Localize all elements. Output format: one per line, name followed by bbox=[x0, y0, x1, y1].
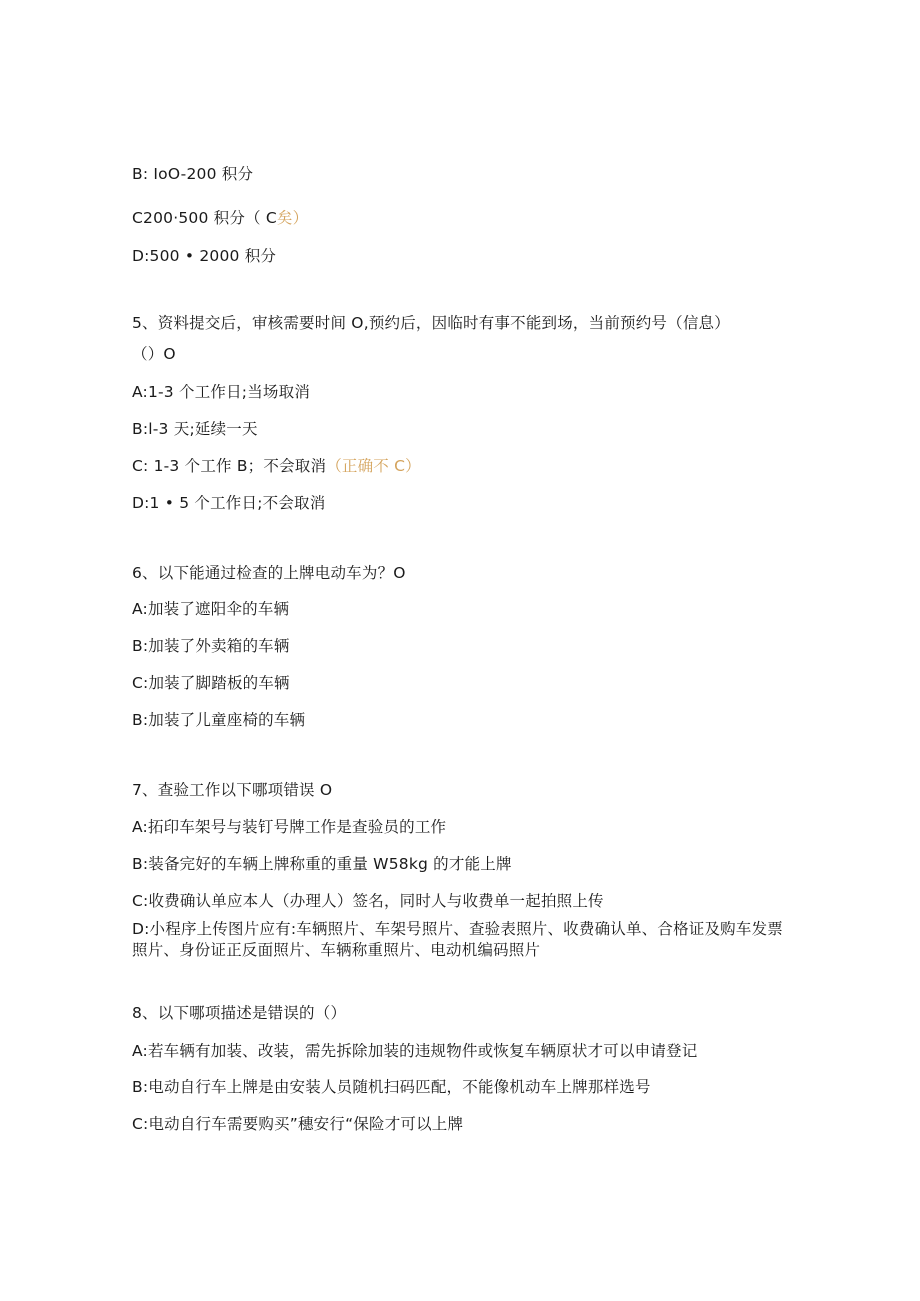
q6-option-d: B:加装了儿童座椅的车辆 bbox=[132, 711, 306, 729]
q5-option-c-note: （正确不 C） bbox=[326, 457, 421, 475]
q7-option-d: D:小程序上传图片应有:车辆照片、车架号照片、查验表照片、收费确认单、合格证及购车发票照片、身份证正反面照片、车辆称重照片、电动机编码照片 bbox=[132, 920, 783, 959]
q5-question: 5、资料提交后，审核需要时间 O,预约后，因临时有事不能到场，当前预约号（信息） bbox=[132, 314, 730, 332]
q4-option-d: D:500 • 2000 积分 bbox=[132, 247, 277, 265]
q5-option-c-text: C: 1-3 个工作 B；不会取消 bbox=[132, 457, 327, 475]
q8-question: 8、以下哪项描述是错误的（） bbox=[132, 1004, 347, 1022]
q6-option-a: A:加装了遮阳伞的车辆 bbox=[132, 600, 290, 618]
q4-option-b: B: IoO-200 积分 bbox=[132, 165, 254, 183]
q5-option-b: B:l-3 天;延续一天 bbox=[132, 420, 258, 438]
q4-option-c-note: 矣） bbox=[276, 209, 309, 227]
q5-question-cont: （）O bbox=[132, 345, 176, 363]
q7-question: 7、查验工作以下哪项错误 O bbox=[132, 781, 333, 799]
q7-option-c: C:收费确认单应本人（办理人）签名，同时人与收费单一起拍照上传 bbox=[132, 892, 604, 910]
q8-option-a: A:若车辆有加装、改装，需先拆除加装的违规物件或恢复车辆原状才可以申请登记 bbox=[132, 1042, 698, 1060]
q6-option-c: C:加装了脚踏板的车辆 bbox=[132, 674, 290, 692]
q8-option-b: B:电动自行车上牌是由安装人员随机扫码匹配，不能像机动车上牌那样选号 bbox=[132, 1078, 651, 1096]
q7-option-b: B:装备完好的车辆上牌称重的重量 W58kg 的才能上牌 bbox=[132, 855, 512, 873]
q6-question: 6、以下能通过检查的上牌电动车为？O bbox=[132, 564, 406, 582]
q5-option-c bbox=[132, 456, 421, 476]
q8-option-c: C:电动自行车需要购买”穗安行“保险才可以上牌 bbox=[132, 1115, 464, 1133]
q5-option-a: A:1-3 个工作日;当场取消 bbox=[132, 383, 311, 401]
q4-option-c bbox=[132, 208, 308, 228]
q5-option-d: D:1 • 5 个工作日;不会取消 bbox=[132, 494, 326, 512]
q4-option-c-text: C200·500 积分（ C bbox=[132, 209, 277, 227]
q7-option-a: A:拓印车架号与装钉号牌工作是查验员的工作 bbox=[132, 818, 447, 836]
q6-option-b: B:加装了外卖箱的车辆 bbox=[132, 637, 290, 655]
